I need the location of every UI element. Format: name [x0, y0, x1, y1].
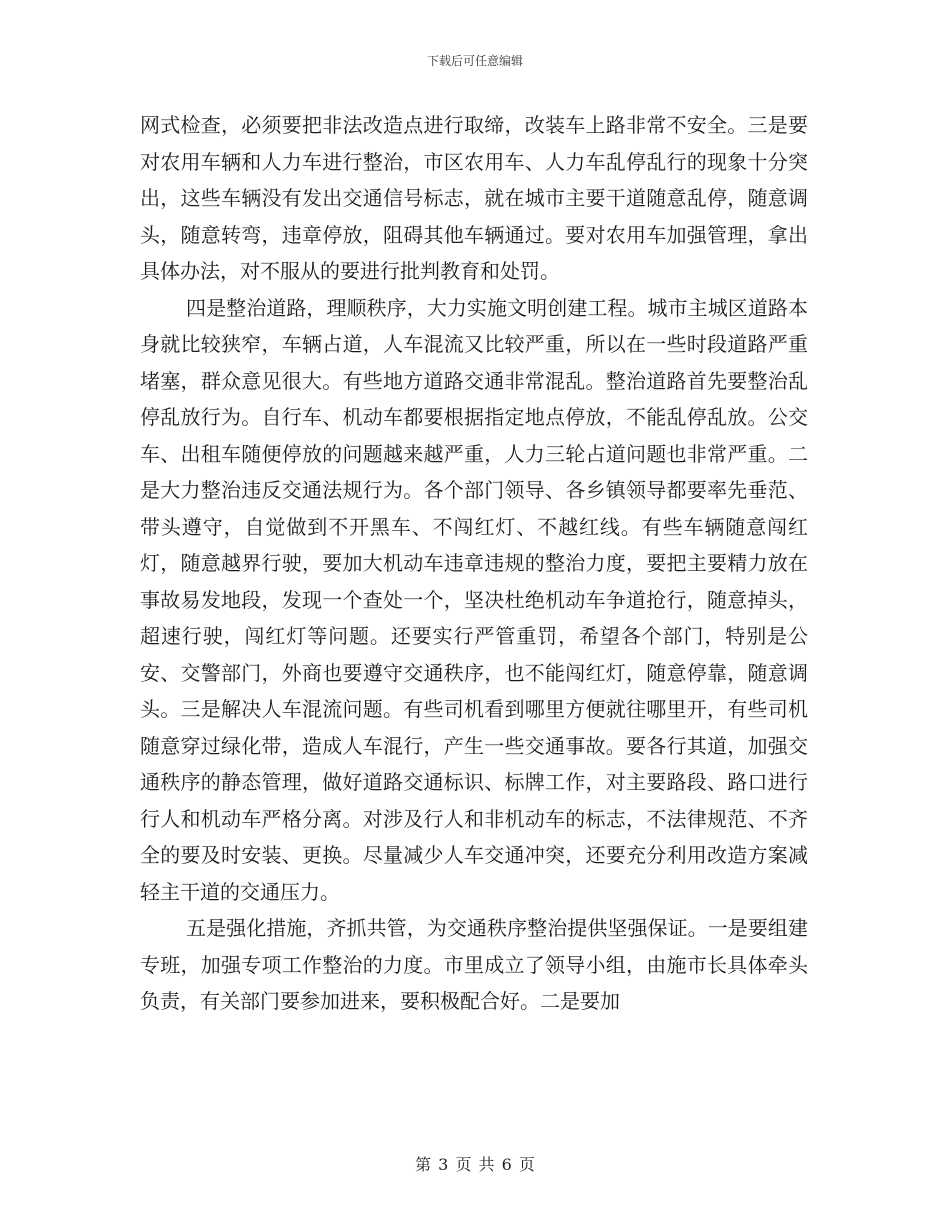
paragraph-five: 五是强化措施，齐抓共管，为交通秩序整治提供坚强保证。一是要组建专班，加强专项工作整治的力度。市里成立了领导小组，由施市长具体牵头负责，有关部门要参加进来，要积极配合好。二是要加	[140, 916, 808, 1013]
page-number-footer: 第 3 页 共 6 页	[415, 1155, 535, 1174]
paragraph-four: 四是整治道路，理顺秩序，大力实施文明创建工程。城市主城区道路本身就比较狭窄，车辆占道，人车混流又比较严重，所以在一些时段道路严重堵塞，群众意见很大。有些地方道路交通非常混乱。整治道路首先要整治乱停乱放行为。自行车、机动车都要根据指定地点停放，不能乱停乱放。公交车、出租车随便停放的问题越来越严重，人力三轮占道问题也非常严重。二是大力整治违反交通法规行为。各个部门领导、各乡镇领导都要率先垂范、带头遵守，自觉做到不开黑车、不闯红灯、不越红线。有些车辆随意闯红灯，随意越界行驶，要加大机动车违章违规的整治力度，要把主要精力放在事故易发地段，发现一个查处一个，坚决杜绝机动车争道抢行，随意掉头，超速行驶，闯红灯等问题。还要实行严管重罚，希望各个部门，特别是公安、交警部门，外商也要遵守交通秩序，也不能闯红灯，随意停靠，随意调头。三是解决人车混流问题。有些司机看到哪里方便就往哪里开，有些司机随意穿过绿化带，造成人车混行，产生一些交通事故。要各行其道，加强交通秩序的静态管理，做好道路交通标识、标牌工作，对主要路段、路口进行行人和机动车严格分离。对涉及行人和非机动车的标志，不法律规范、不齐全的要及时安装、更换。尽量减少人车交通冲突，还要充分利用改造方案减轻主干道的交通压力。	[140, 295, 808, 904]
page-header: 下载后可任意编辑	[426, 54, 523, 68]
document-body	[140, 107, 808, 1020]
paragraph-continued: 网式检查，必须要把非法改造点进行取缔，改装车上路非常不安全。三是要对农用车辆和人力车进行整治，市区农用车、人力车乱停乱行的现象十分突出，这些车辆没有发出交通信号标志，就在城市主要干道随意乱停，随意调头，随意转弯，违章停放，阻碍其他车辆通过。要对农用车加强管理，拿出具体办法，对不服从的要进行批判教育和处罚。	[140, 113, 808, 283]
